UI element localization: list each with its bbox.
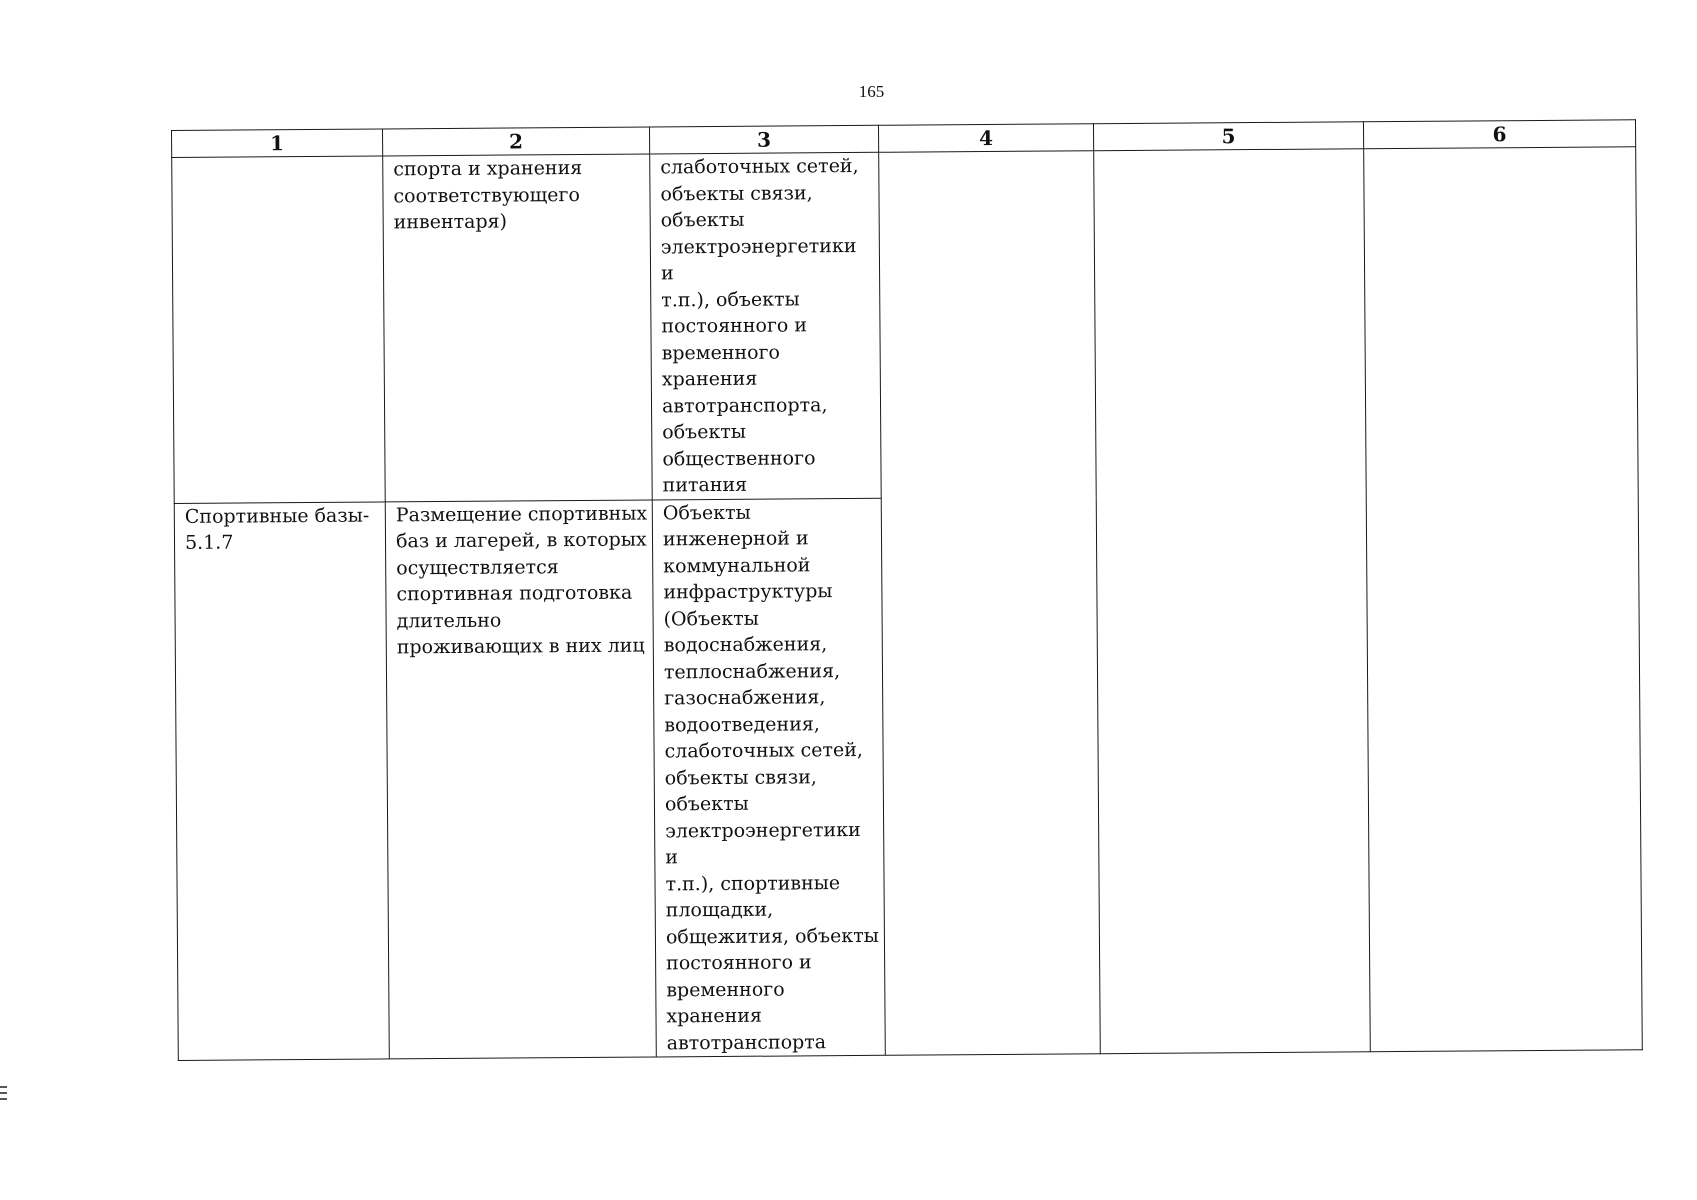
cell-text-land-use-type: Спортивные базы- 5.1.7 — [184, 504, 370, 554]
table-cell — [385, 499, 656, 1058]
column-header-5: 5 — [1093, 122, 1363, 151]
page-number: 165 — [858, 82, 885, 101]
cell-text-description: спорта и хранения соответствующего инвентаря) — [393, 156, 583, 234]
column-header-1: 1 — [172, 129, 383, 158]
regulations-table — [171, 119, 1643, 1061]
column-header-6: 6 — [1363, 120, 1635, 149]
cell-text-auxiliary-objects: слаботочных сетей, объекты связи, объекты электроэнергетики и т.п.), объекты постоянного и временного хранения автотранспорта, объекты общественного питания — [660, 154, 859, 497]
table-cell — [174, 501, 389, 1060]
column-header-4: 4 — [878, 124, 1093, 153]
table-cell — [650, 152, 882, 499]
table-cell — [383, 154, 653, 501]
cell-text-land-use-type — [172, 156, 382, 158]
table-cell — [652, 498, 885, 1057]
empty-cell-col6 — [1364, 147, 1643, 1052]
column-header-3: 3 — [649, 125, 878, 154]
empty-cell-col5 — [1094, 149, 1371, 1054]
regulations-table-wrapper — [171, 119, 1643, 1061]
column-header-2: 2 — [382, 127, 649, 156]
cell-text-auxiliary-objects: Объекты инженерной и коммунальной инфраструктуры (Объекты водоснабжения, теплоснабжения, газоснабжения, водоотведения, слаботочных сетей, объекты связи, объекты электроэнергетики и т.п.), спортивные площадки, общежития, объекты постоянного и временного хранения автотранспорта — [662, 501, 879, 1054]
empty-cell-col4 — [879, 151, 1101, 1056]
scan-edge-mark — [0, 1086, 7, 1102]
table-row — [172, 147, 1638, 503]
cell-text-description: Размещение спортивных баз и лагерей, в которых осуществляется спортивная подготовка длительно проживающих в них лиц — [395, 502, 648, 659]
table-cell — [172, 156, 386, 503]
